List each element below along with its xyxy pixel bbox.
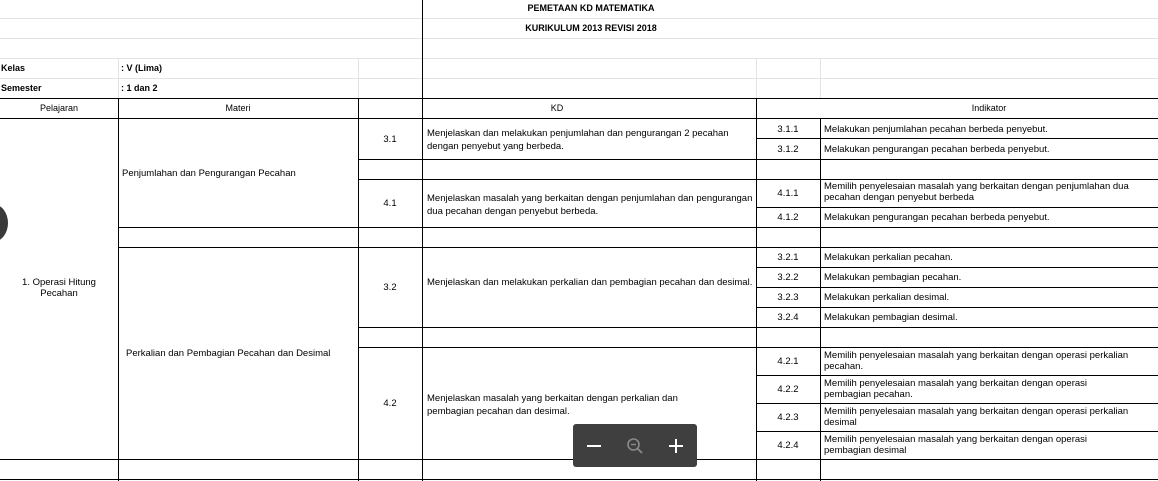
minus-icon <box>586 438 602 454</box>
gridline <box>0 78 1158 79</box>
table-border <box>358 327 1158 328</box>
kd-code: 3.1 <box>383 134 397 145</box>
indikator-text: Melakukan perkalian pecahan. <box>824 252 953 263</box>
indikator-code: 4.1.1 <box>777 188 799 199</box>
indikator-text: Melakukan pengurangan pecahan berbeda penyebut. <box>824 144 1050 155</box>
gridline <box>118 58 119 98</box>
gridline <box>0 38 1158 39</box>
gridline <box>820 58 821 98</box>
indikator-text: Melakukan perkalian desimal. <box>824 292 950 303</box>
zoom-toolbar <box>573 424 697 467</box>
column-header-materi: Materi <box>225 103 251 113</box>
indikator-text: Memilih penyelesaian masalah yang berkaitan dengan operasi pembagian desimal <box>824 434 1087 456</box>
kd-code: 4.1 <box>383 198 397 209</box>
table-border <box>756 138 1158 139</box>
table-border <box>756 307 1158 308</box>
table-border <box>756 403 1158 404</box>
indikator-code: 4.2.4 <box>777 440 799 451</box>
kd-text: Menjelaskan masalah yang berkaitan dengan perkalian dan pembagian pecahan dan desimal. <box>427 393 678 417</box>
indikator-code: 3.1.2 <box>777 144 799 155</box>
magnifier-minus-icon <box>626 437 644 455</box>
semester-label: Semester <box>1 83 42 93</box>
table-border <box>422 0 423 481</box>
kd-text: Menjelaskan masalah yang berkaitan dengan penjumlahan dan pengurangan dua pecahan dengan penyebut berbeda. <box>427 193 753 217</box>
table-border <box>0 98 1158 99</box>
zoom-out-button[interactable] <box>577 429 611 463</box>
table-border <box>756 431 1158 432</box>
indikator-text: Melakukan pembagian pecahan. <box>824 272 962 283</box>
column-header-indikator: Indikator <box>971 103 1007 113</box>
kd-text: Menjelaskan dan melakukan penjumlahan dan pengurangan 2 pecahan dengan penyebut yang berbeda. <box>427 128 729 152</box>
table-border <box>118 227 1158 228</box>
indikator-text: Memilih penyelesaian masalah yang berkaitan dengan penjumlahan dua pecahan dengan penyebut berbeda <box>824 181 1129 203</box>
indikator-code: 3.1.1 <box>777 124 799 135</box>
indikator-code: 4.2.2 <box>777 384 799 395</box>
gridline <box>0 58 1158 59</box>
document-title: PEMETAAN KD MATEMATIKA <box>527 3 655 13</box>
table-border <box>358 159 1158 160</box>
indikator-text: Melakukan pembagian desimal. <box>824 312 958 323</box>
gridline <box>0 18 1158 19</box>
table-border <box>118 247 1158 248</box>
table-border <box>358 179 1158 180</box>
table-border <box>0 479 1158 480</box>
pelajaran-cell: 1. Operasi Hitung Pecahan <box>22 277 96 299</box>
indikator-text: Melakukan penjumlahan pecahan berbeda penyebut. <box>824 124 1048 135</box>
semester-value: : 1 dan 2 <box>121 83 158 93</box>
gridline <box>358 58 359 98</box>
indikator-code: 3.2.1 <box>777 252 799 263</box>
kd-code: 3.2 <box>383 282 397 293</box>
indikator-code: 4.1.2 <box>777 212 799 223</box>
indikator-text: Memilih penyelesaian masalah yang berkaitan dengan operasi perkalian desimal <box>824 406 1129 428</box>
table-border <box>118 98 119 481</box>
document-subtitle: KURIKULUM 2013 REVISI 2018 <box>525 23 657 33</box>
indikator-code: 4.2.1 <box>777 356 799 367</box>
table-border <box>756 267 1158 268</box>
indikator-code: 3.2.4 <box>777 312 799 323</box>
indikator-text: Memilih penyelesaian masalah yang berkaitan dengan operasi perkalian pecahan. <box>824 350 1129 372</box>
plus-icon <box>668 438 684 454</box>
table-border <box>358 347 1158 348</box>
page-nav-button[interactable] <box>0 204 8 242</box>
kd-code: 4.2 <box>383 398 397 409</box>
table-border <box>756 98 757 481</box>
indikator-text: Melakukan pengurangan pecahan berbeda penyebut. <box>824 212 1050 223</box>
table-border <box>0 118 1158 119</box>
table-border <box>756 375 1158 376</box>
indikator-code: 4.2.3 <box>777 412 799 423</box>
materi-cell: Penjumlahan dan Pengurangan Pecahan <box>122 168 296 179</box>
table-border <box>756 207 1158 208</box>
column-header-pelajaran: Pelajaran <box>39 103 79 113</box>
column-header-kd: KD <box>550 103 564 113</box>
indikator-code: 3.2.3 <box>777 292 799 303</box>
table-border <box>820 118 821 481</box>
indikator-text: Memilih penyelesaian masalah yang berkaitan dengan operasi pembagian pecahan. <box>824 378 1087 400</box>
kd-text: Menjelaskan dan melakukan perkalian dan pembagian pecahan dan desimal. <box>427 277 753 288</box>
materi-cell: Perkalian dan Pembagian Pecahan dan Desimal <box>126 348 331 359</box>
zoom-reset-button[interactable] <box>618 429 652 463</box>
zoom-in-button[interactable] <box>659 429 693 463</box>
kelas-label: Kelas <box>1 63 26 73</box>
indikator-code: 3.2.2 <box>777 272 799 283</box>
gridline <box>756 58 757 98</box>
table-border <box>756 287 1158 288</box>
kelas-value: : V (Lima) <box>121 63 163 73</box>
